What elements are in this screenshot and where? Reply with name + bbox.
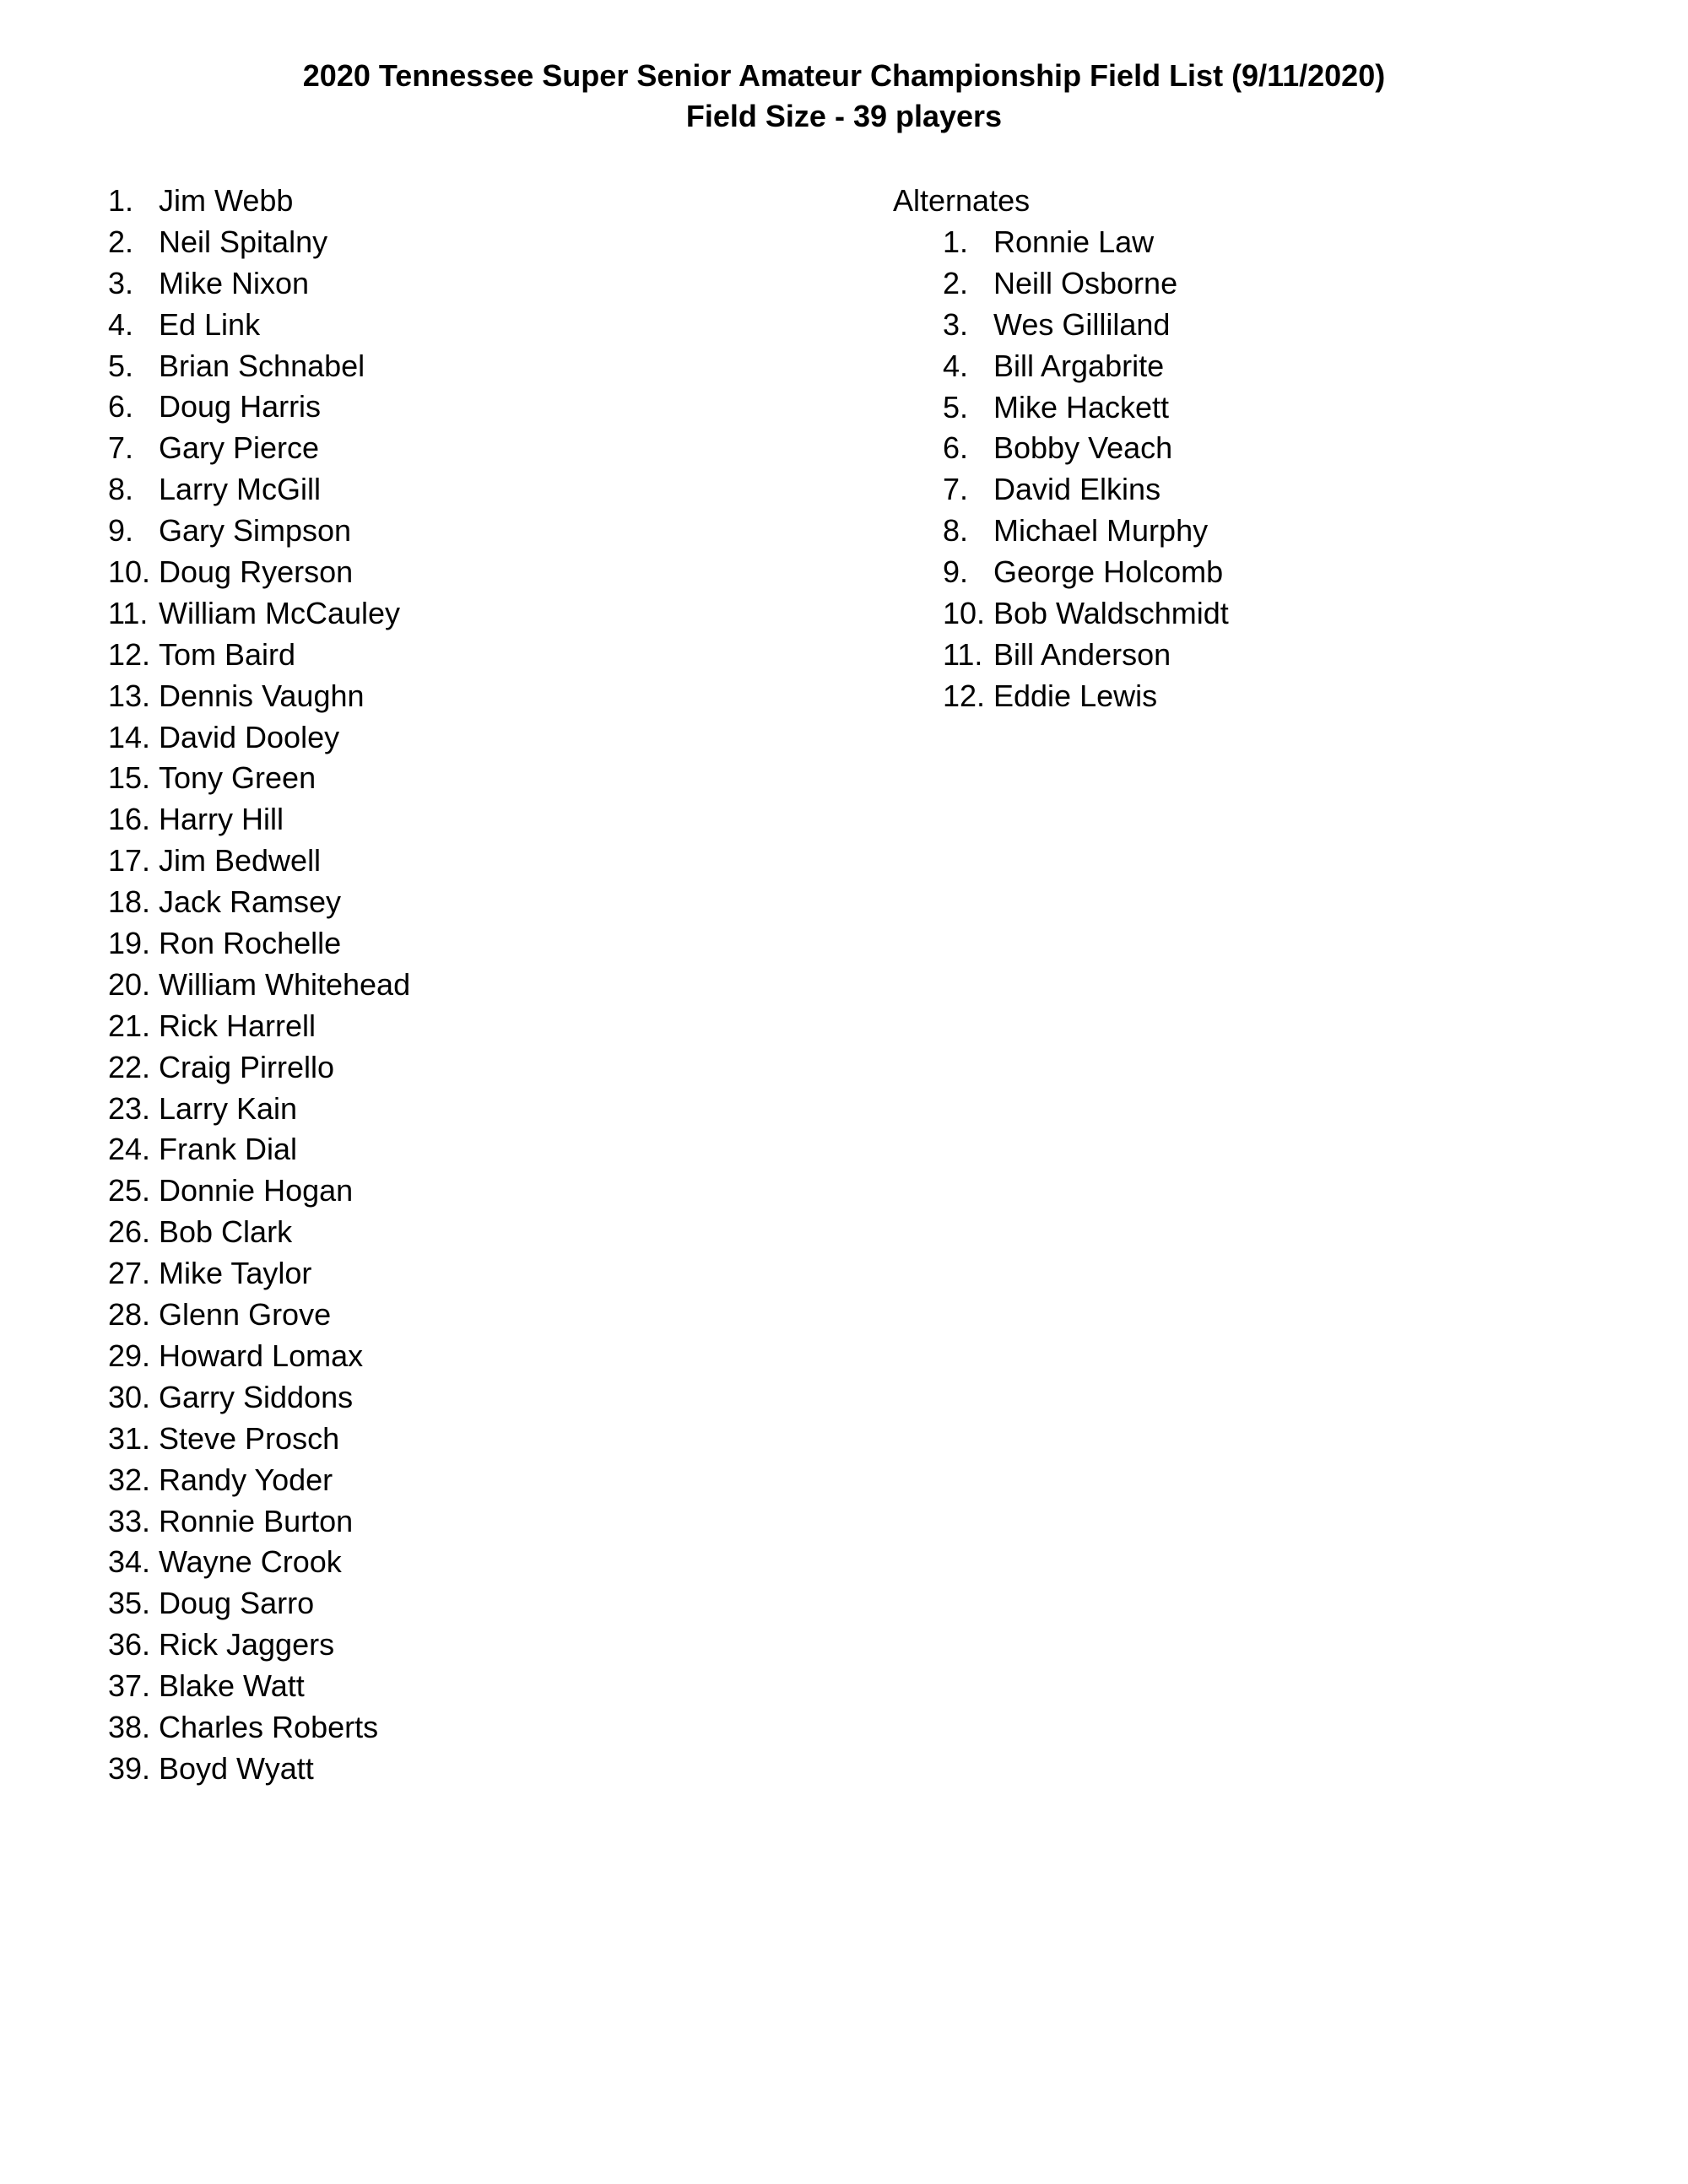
field-list-item-number: 20. (108, 966, 151, 1002)
field-list-item (108, 635, 783, 676)
field-list-item-player-name: Ed Link (159, 306, 261, 342)
field-list-item-number: 29. (108, 1338, 151, 1373)
field-list-item-number: 19. (108, 926, 151, 961)
field-list-item-player-name: Doug Ryerson (159, 554, 354, 590)
field-list-item-number: 38. (108, 1709, 151, 1744)
alternate-list-item-player-name: Ronnie Law (993, 224, 1155, 259)
field-list-item-player-name: Howard Lomax (159, 1338, 364, 1373)
field-list-item-number: 10. (108, 554, 151, 590)
field-list-item-number: 6. (108, 389, 134, 424)
field-list-item-player-name: Neil Spitalny (159, 224, 328, 259)
field-list-item-player-name: Jim Bedwell (159, 843, 322, 878)
field-list-item-number: 36. (108, 1627, 151, 1662)
field-list-item (108, 923, 783, 965)
alternate-list-item-player-name: Eddie Lewis (993, 678, 1158, 713)
alternate-list-item (943, 305, 1618, 346)
field-list-item-number: 24. (108, 1132, 151, 1167)
field-list-item-player-name: Boyd Wyatt (159, 1750, 314, 1786)
field-list-item-number: 12. (108, 636, 151, 672)
field-list-item-player-name: Glenn Grove (159, 1297, 332, 1333)
field-list-item-number: 1. (108, 183, 134, 218)
field-list-item-number: 35. (108, 1586, 151, 1621)
field-list-item-player-name: Tony Green (159, 760, 316, 796)
field-list-item-player-name: Garry Siddons (159, 1379, 354, 1414)
alternate-list-item (943, 511, 1618, 552)
field-list-item-player-name: David Dooley (159, 719, 340, 754)
alternate-list-item (943, 387, 1618, 429)
field-list-item (108, 676, 783, 717)
field-list-item-number: 14. (108, 719, 151, 754)
field-list-item (108, 1047, 783, 1089)
field-list-item-number: 17. (108, 843, 151, 878)
field-list-item-player-name: Frank Dial (159, 1132, 298, 1167)
field-list-item (108, 1583, 783, 1624)
field-list-item-player-name: Gary Simpson (159, 513, 352, 549)
field-list (108, 181, 783, 1790)
field-list-item-player-name: Wayne Crook (159, 1544, 342, 1580)
field-list-item (108, 841, 783, 882)
field-list-item (108, 346, 783, 387)
field-list-item-number: 22. (108, 1049, 151, 1084)
field-list-item (108, 1006, 783, 1047)
field-list-item-player-name: Doug Sarro (159, 1586, 315, 1621)
alternate-list-item-player-name: Bobby Veach (993, 430, 1173, 466)
field-list-item-number: 8. (108, 472, 134, 507)
alternate-list-item-player-name: Michael Murphy (993, 513, 1209, 549)
alternate-list-item (943, 676, 1618, 717)
field-list-item-number: 30. (108, 1379, 151, 1414)
field-list-item-number: 31. (108, 1420, 151, 1456)
field-list-item-player-name: Harry Hill (159, 802, 284, 837)
field-list-item-player-name: Mike Nixon (159, 265, 310, 300)
alternate-list-item-player-name: Mike Hackett (993, 389, 1170, 424)
field-list-item-player-name: Rick Jaggers (159, 1627, 335, 1662)
alternate-list-item (943, 469, 1618, 511)
field-list-item (108, 1170, 783, 1212)
alternate-list-item-number: 12. (943, 678, 986, 713)
alternate-list-item-number: 11. (943, 636, 983, 672)
field-list-item-number: 34. (108, 1544, 151, 1580)
field-list-item (108, 717, 783, 759)
field-list-item (108, 428, 783, 469)
alternate-list-item-number: 4. (943, 348, 969, 383)
field-list-item (108, 882, 783, 923)
field-list-item (108, 1624, 783, 1666)
field-list-item (108, 1295, 783, 1336)
alternate-list-item-number: 8. (943, 513, 969, 549)
field-list-item-number: 9. (108, 513, 134, 549)
page-title: 2020 Tennessee Super Senior Amateur Championship Field List (9/11/2020) (302, 58, 1386, 93)
alternate-list-item-player-name: Wes Gilliland (993, 306, 1171, 342)
field-list-item (108, 1336, 783, 1377)
field-list-item-player-name: Craig Pirrello (159, 1049, 335, 1084)
alternate-list-item (943, 263, 1618, 305)
field-list-item-number: 28. (108, 1297, 151, 1333)
alternate-list-item-number: 5. (943, 389, 969, 424)
field-list-item-player-name: Ronnie Burton (159, 1503, 354, 1538)
field-list-item-player-name: Jack Ramsey (159, 884, 342, 920)
field-list-item-player-name: Larry Kain (159, 1090, 298, 1126)
field-list-item-player-name: William Whitehead (159, 966, 411, 1002)
alternates-heading: Alternates (893, 183, 1031, 218)
alternate-list-item (943, 428, 1618, 469)
field-list-item-player-name: Larry McGill (159, 472, 322, 507)
field-list-item (108, 1377, 783, 1419)
field-list-item (108, 222, 783, 263)
field-list-item (108, 799, 783, 841)
field-list-item-number: 16. (108, 802, 151, 837)
alternate-list-item-number: 10. (943, 596, 986, 631)
field-list-item (108, 1253, 783, 1295)
field-list-item-player-name: Jim Webb (159, 183, 294, 218)
alternate-list-item (943, 346, 1618, 387)
field-list-item (108, 1707, 783, 1749)
alternate-list-item-player-name: Bill Anderson (993, 636, 1171, 672)
field-list-item-player-name: Gary Pierce (159, 430, 320, 466)
field-list-item-number: 21. (108, 1008, 151, 1043)
field-list-item (108, 1089, 783, 1130)
alternate-list-item (943, 635, 1618, 676)
alternate-list-item-player-name: Neill Osborne (993, 265, 1178, 300)
field-list-item (108, 263, 783, 305)
field-list-item-number: 33. (108, 1503, 151, 1538)
field-list-item (108, 758, 783, 799)
field-list-item-player-name: Rick Harrell (159, 1008, 316, 1043)
field-list-item-player-name: Steve Prosch (159, 1420, 340, 1456)
field-list-item-player-name: Doug Harris (159, 389, 322, 424)
field-list-item-number: 32. (108, 1462, 151, 1497)
field-list-item (108, 1212, 783, 1253)
alternate-list-item-number: 3. (943, 306, 969, 342)
alternate-list-item-player-name: Bill Argabrite (993, 348, 1165, 383)
field-list-item (108, 593, 783, 635)
field-list-item-player-name: Bob Clark (159, 1214, 293, 1250)
field-list-item-player-name: Mike Taylor (159, 1256, 312, 1291)
field-list-item-number: 25. (108, 1173, 151, 1208)
alternate-list-item-player-name: Bob Waldschmidt (993, 596, 1229, 631)
field-list-item-number: 23. (108, 1090, 151, 1126)
field-list-item-number: 18. (108, 884, 151, 920)
field-list-item-number: 7. (108, 430, 134, 466)
alternate-list-item-number: 7. (943, 472, 969, 507)
field-list-item (108, 181, 783, 222)
alternate-list-item-player-name: David Elkins (993, 472, 1161, 507)
field-list-item (108, 1419, 783, 1460)
field-list-item (108, 552, 783, 593)
alternate-list-item-player-name: George Holcomb (993, 554, 1224, 590)
field-list-item-player-name: Blake Watt (159, 1668, 305, 1704)
field-list-item (108, 305, 783, 346)
field-list-item-number: 26. (108, 1214, 151, 1250)
field-list-item-number: 2. (108, 224, 134, 259)
field-list-item-number: 13. (108, 678, 151, 713)
field-list-item-player-name: William McCauley (159, 595, 401, 630)
alternate-list-item-number: 1. (943, 224, 969, 259)
field-list-item (108, 1129, 783, 1170)
field-list-item (108, 1501, 783, 1543)
alternate-list-item (943, 552, 1618, 593)
page-header (0, 56, 1688, 137)
alternate-list-item-number: 6. (943, 430, 969, 466)
alternate-list-item (943, 593, 1618, 635)
alternates-list (943, 222, 1618, 717)
field-list-item (108, 469, 783, 511)
field-list-item-number: 15. (108, 760, 151, 796)
field-list-item-number: 27. (108, 1256, 151, 1291)
alternate-list-item-number: 9. (943, 554, 969, 590)
field-list-item-player-name: Charles Roberts (159, 1709, 379, 1744)
field-list-item (108, 1749, 783, 1790)
field-list-item (108, 511, 783, 552)
alternate-list-item (943, 222, 1618, 263)
field-list-item-number: 39. (108, 1750, 151, 1786)
field-size-subtitle: Field Size - 39 players (685, 99, 1003, 133)
field-list-item-number: 5. (108, 348, 134, 383)
field-list-item-number: 37. (108, 1668, 151, 1704)
field-list-item-player-name: Dennis Vaughn (159, 678, 365, 713)
field-list-item (108, 1460, 783, 1501)
field-list-item-player-name: Donnie Hogan (159, 1173, 354, 1208)
field-list-item-player-name: Ron Rochelle (159, 926, 342, 961)
field-list-item (108, 387, 783, 428)
field-list-item (108, 1542, 783, 1583)
field-list-item-number: 11. (108, 595, 149, 630)
field-list-item (108, 965, 783, 1006)
field-list-item-player-name: Tom Baird (159, 636, 296, 672)
field-list-item-player-name: Randy Yoder (159, 1462, 333, 1497)
field-list-item-number: 4. (108, 306, 134, 342)
field-list-item-number: 3. (108, 265, 134, 300)
alternate-list-item-number: 2. (943, 265, 969, 300)
field-list-item-player-name: Brian Schnabel (159, 348, 365, 383)
field-list-item (108, 1666, 783, 1707)
